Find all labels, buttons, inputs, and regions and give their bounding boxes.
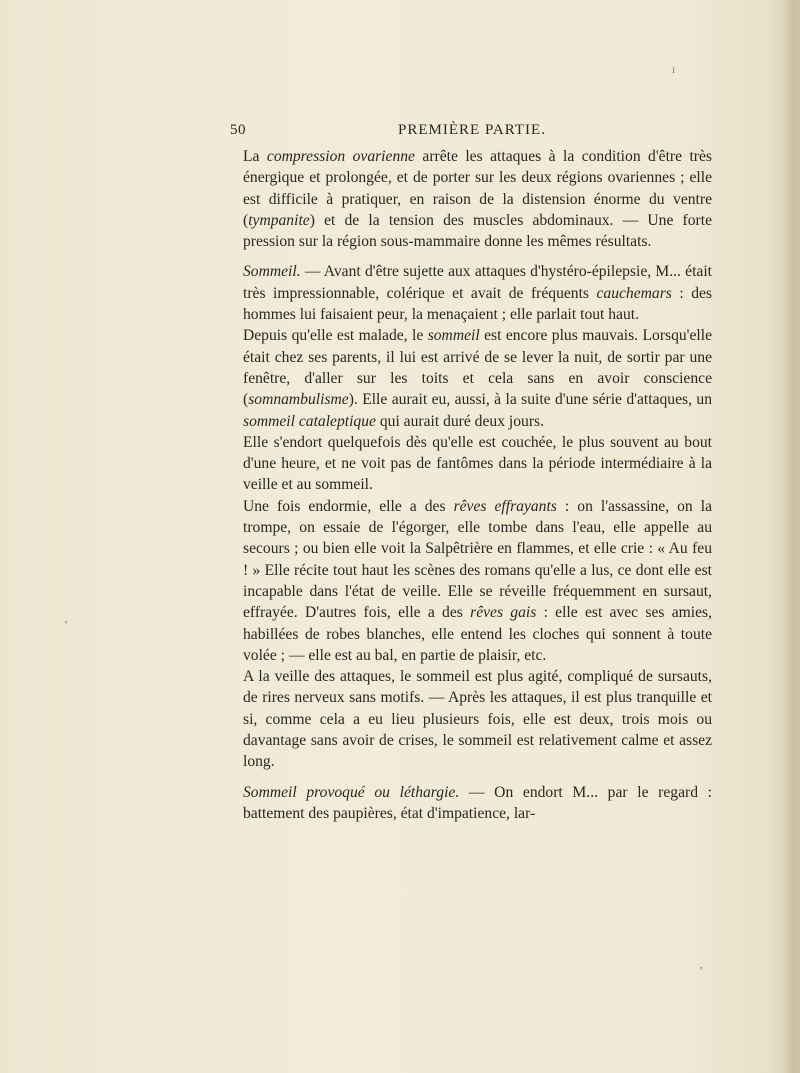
text-run: — Avant d'être sujette aux attaques d'hystéro-épilepsie, M... était très impressionnable, colérique et avait de fréquents [243, 263, 712, 302]
paragraph [243, 325, 712, 431]
italic-text: somnambulisme [248, 391, 349, 409]
text-run: qui aurait duré deux jours. [375, 412, 544, 430]
italic-text: Sommeil. [243, 263, 301, 281]
page-edge-shadow [782, 0, 800, 1073]
margin-mark: ‚ [64, 611, 68, 625]
italic-text: cauchemars [596, 284, 672, 302]
paragraph [243, 496, 712, 666]
running-head: PREMIÈRE PARTIE. [398, 122, 546, 138]
italic-text: sommeil cataleptique [243, 412, 376, 430]
text-run: A la veille des attaques, le sommeil est plus agité, compliqué de sursauts, de rires nerveux sans motifs. — Après les attaques, il est plus tranquille et si, comme cela a eu lieu plusieurs fois, elle est deux, trois mois ou davantage sans avoir de crises, le sommeil est relativement calme et assez long. [243, 668, 712, 771]
italic-text: sommeil [427, 327, 480, 345]
paragraph [243, 432, 712, 496]
text-run: Une fois endormie, elle a des [243, 497, 454, 515]
paragraph [243, 146, 712, 252]
text-run: — On endort M... par le regard : battement des paupières, état d'impatience, lar- [243, 783, 712, 822]
text-run: Elle s'endort quelquefois dès qu'elle est couchée, le plus souvent au bout d'une heure, et ne voit pas de fantômes dans la période intermédiaire à la veille et au sommeil. [243, 433, 712, 494]
text-run: arrête les attaques à la condition d'être très énergique et prolongée, et de porter sur les deux régions ovariennes ; elle est difficile à pratiquer, en raison de la distension énorme du ventre ( [243, 148, 712, 229]
text-run: : des hommes lui faisaient peur, la menaçaient ; elle parlait tout haut. [243, 284, 712, 324]
italic-text: compression ovarienne [266, 148, 415, 165]
italic-text: rêves gais [470, 604, 537, 622]
italic-text: rêves effrayants [453, 497, 557, 515]
italic-text: Sommeil provoqué ou léthargie. [243, 783, 460, 801]
text-run: : elle est avec ses amies, habillées de robes blanches, elle entend les cloches qui sonnent à toute volée ; — elle est au bal, en partie de plaisir, etc. [243, 604, 712, 664]
paragraph [243, 261, 712, 325]
margin-mark: ‚ [699, 957, 703, 971]
text-run: ). Elle aurait eu, aussi, à la suite d'une série d'attaques, un [348, 391, 712, 409]
italic-text: tympanite [248, 211, 310, 229]
text-run: ) et de la tension des muscles abdominaux. — Une forte pression sur la région sous-mammaire donne les mêmes résultats. [243, 211, 712, 251]
margin-mark: ı [672, 62, 676, 76]
page-header [230, 122, 714, 144]
paragraph [243, 782, 712, 825]
page-number: 50 [230, 122, 246, 138]
text-run: La [243, 148, 267, 165]
text-run: est encore plus mauvais. Lorsqu'elle était chez ses parents, il lui est arrivé de se lever la nuit, de sortir par une fenêtre, d'aller sur les toits et cela sans en avoir conscience ( [243, 327, 712, 409]
body-text [243, 146, 712, 824]
text-run: : on l'assassine, on la trompe, on essaie de l'égorger, elle tombe dans l'eau, elle appelle au secours ; ou bien elle voit la Salpêtrière en flammes, et elle crie : « Au feu ! » Elle récite tout haut les scènes des romans qu'elle a lus, ce dont elle est incapable dans l'état de veille. Elle se réveille fréquemment en sursaut, effrayée. D'autres fois, elle a des [243, 497, 713, 622]
paragraph [243, 666, 712, 772]
text-run: Depuis qu'elle est malade, le [243, 327, 428, 345]
